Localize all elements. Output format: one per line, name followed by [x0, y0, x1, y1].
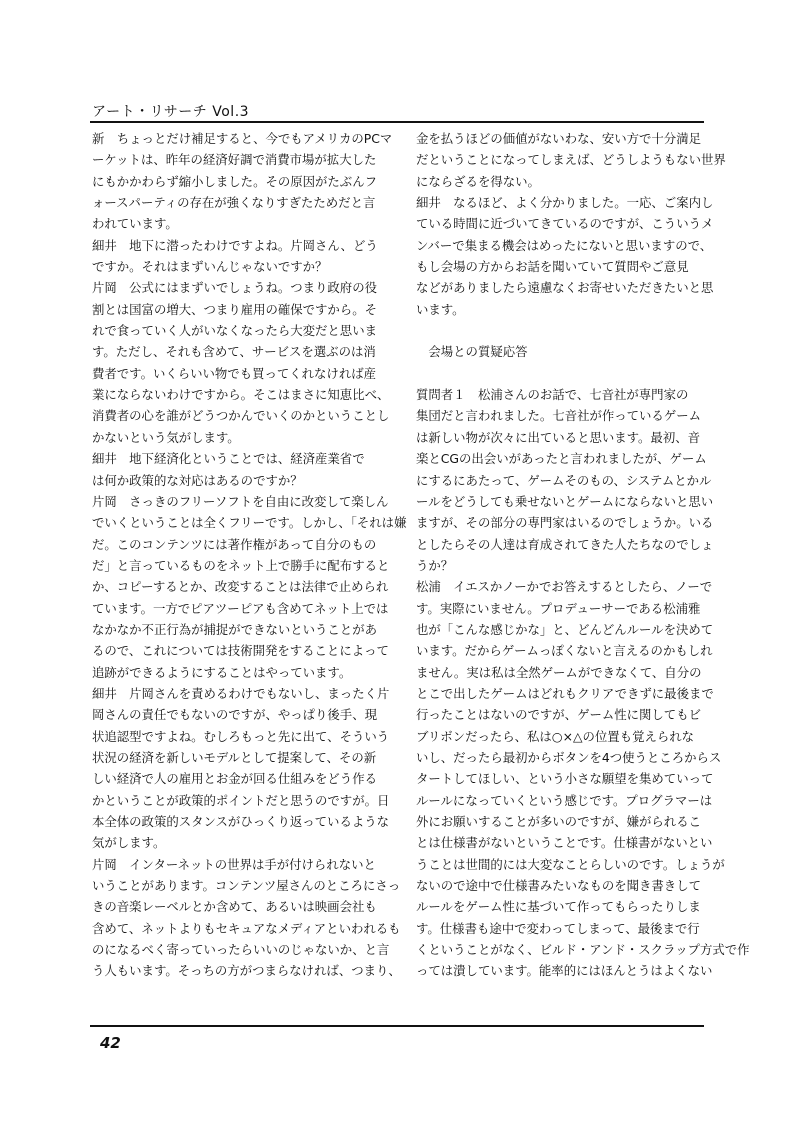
text-line: にもかかわらず縮小しました。その原因がたぶんフ [92, 173, 377, 189]
text-line: かということが政策的ポイントだと思うのですが。日 [92, 792, 390, 808]
text-line: のになるべく寄っていったらいいのじゃないか、と言 [92, 942, 390, 958]
text-line: 質問者１ 松浦さんのお話で、七音社が専門家の [416, 387, 689, 403]
text-line: 細井 地下に潜ったわけですよね。片岡さん、どう [92, 237, 378, 253]
text-line: 追跡ができるようにすることはやっています。 [92, 664, 352, 680]
text-line: 業にならないわけですから。そこはまさに知恵比べ、 [92, 387, 390, 403]
text-line: うか？ [416, 557, 454, 573]
text-line: います。 [416, 301, 465, 317]
text-line: 会場との質疑応答 [416, 344, 528, 360]
text-line: だ。このコンテンツには著作権があって自分のもの [92, 536, 377, 552]
text-line: としたらその人達は育成されてきた人たちなのでしょ [416, 536, 714, 552]
text-line: 費者です。いくらいい物でも買ってくれなければ産 [92, 365, 376, 381]
text-line: 岡さんの責任でもないのですが、やっぱり後手、現 [92, 707, 377, 723]
text-line [416, 363, 706, 384]
text-line: 片岡 インターネットの世界は手が付けられないと [92, 856, 376, 872]
text-line: 片岡 さっきのフリーソフトを自由に改変して楽しん [92, 493, 389, 509]
text-line: は新しい物が次々に出ていると思います。最初、音 [416, 429, 700, 445]
text-line: 細井 片岡さんを責めるわけでもないし、まったく片 [92, 685, 390, 701]
text-line: 割とは国富の増大、つまり雇用の確保ですから。そ [92, 301, 377, 317]
text-line: きの音楽レーベルとか含めて、あるいは映画会社も [92, 899, 377, 915]
text-line: 状追認型ですよね。むしろもっと先に出て、そういう [92, 728, 390, 744]
text-line: う人もいます。そっちの方がつまらなければ、つまり、 [92, 963, 401, 979]
text-line: ないので途中で仕様書みたいなものを聞き書きして [416, 878, 701, 894]
text-line: うことは世間的には大変なことらしいのです。しょうが [416, 856, 725, 872]
text-line: にするにあたって、ゲームそのもの、システムとかル [416, 472, 712, 488]
text-line: 外にお願いすることが多いのですが、嫌がられるこ [416, 814, 701, 829]
text-line: ルールをゲーム性に基づいて作ってもらったりしま [416, 899, 701, 915]
text-line: 金を払うほどの価値がないわな、安い方で十分満足 [416, 131, 701, 146]
text-line [416, 320, 706, 341]
text-line: ません。実は私は全然ゲームができなくて、自分の [416, 664, 702, 680]
page-number: 42 [100, 1034, 121, 1052]
text-line: は何か政策的な対応はあるのですか？ [92, 472, 303, 488]
text-line: 也が「こんな感じかな」と、どんどんルールを決めて [416, 621, 714, 637]
text-line: 楽とCGの出会いがあったと言われましたが、ゲーム [416, 451, 707, 467]
text-line: だ」と言っているものをネット上で勝手に配布すると [92, 557, 390, 573]
text-line: 本全体の政策的スタンスがひっくり返っているような [92, 814, 390, 829]
text-line: かないという気がします。 [92, 429, 240, 445]
text-line: す。実際にいません。プロデューサーである松浦雅 [416, 600, 701, 616]
text-line: す。仕様書も途中で変わってしまって、最後まで行 [416, 920, 700, 936]
text-line: タートしてほしい、という小さな願望を集めていって [416, 771, 714, 787]
text-line: っては潰しています。能率的にはほんとうはよくない [416, 963, 713, 979]
text-line: でいくということは全くフリーです。しかし、「それは嫌 [92, 515, 407, 531]
text-line: ですか。それはまずいんじゃないですか？ [92, 259, 328, 275]
text-line: だということになってしまえば、どうしようもない世界 [416, 152, 726, 168]
text-line: 細井 なるほど、よく分かりました。一応、ご案内し [416, 195, 714, 211]
text-line: す。ただし、それも含めて、サービスを選ぶのは消 [92, 344, 376, 360]
text-line: 集団だと言われました。七音社が作っているゲーム [416, 408, 701, 424]
text-line: もし会場の方からお話を聞いていて質問やご意見 [416, 259, 689, 275]
text-line: 含めて、ネットよりもセキュアなメディアといわれるも [92, 920, 401, 936]
text-line: 細井 地下経済化ということでは、経済産業省で [92, 451, 365, 467]
running-header-title: アート・リサーチ Vol.3 [92, 104, 250, 120]
text-line: われています。 [92, 216, 178, 232]
text-line: 気がします。 [92, 835, 166, 851]
text-line: 状況の経済を新しいモデルとして提案して、その新 [92, 749, 377, 765]
text-line: ォースパーティの存在が強くなりすぎたためだと言 [92, 195, 376, 211]
left-text-column [92, 128, 407, 982]
text-line: 松浦 イエスかノーかでお答えするとしたら、ノーで [416, 579, 713, 595]
right-text-column [416, 128, 750, 982]
text-line: しい経済で人の雇用とお金が回る仕組みをどう作る [92, 771, 377, 787]
text-line: ールをどうしても乗せないとゲームにならないと思い [416, 493, 714, 509]
text-line: ています。一方でピアツーピアも含めてネット上では [92, 600, 389, 616]
text-line: か、コピーするとか、改変することは法律で止められ [92, 579, 389, 595]
text-line: ている時間に近づいてきているのですが、こういうメ [416, 216, 714, 232]
text-line: にならざるを得ない。 [416, 173, 540, 189]
text-line: ますが、その部分の専門家はいるのでしょうか。いる [416, 515, 714, 531]
text-line: るので、これについては技術開発をすることによって [92, 643, 389, 659]
text-line: 新 ちょっとだけ補足すると、今でもアメリカのPCマ [92, 131, 393, 146]
text-line: 消費者の心を誰がどうつかんでいくのかということし [92, 408, 390, 424]
text-line: 片岡 公式にはまずいでしょうね。つまり政府の役 [92, 280, 377, 296]
text-line: などがありましたら遠慮なくお寄せいただきたいと思 [416, 280, 714, 296]
text-line: ブリボンだったら、私は○×△の位置も覚えられな [416, 728, 695, 744]
text-line: ンバーで集まる機会はめったにないと思いますので、 [416, 237, 713, 253]
footer-rule [90, 1025, 704, 1027]
header-rule [90, 121, 704, 123]
text-line: とこで出したゲームはどれもクリアできずに最後まで [416, 685, 714, 701]
text-line: います。だからゲームっぽくないと言えるのかもしれ [416, 643, 713, 659]
text-line: とは仕様書がないということです。仕様書がないとい [416, 835, 713, 851]
text-line: なかなか不正行為が捕捉ができないということがあ [92, 621, 377, 637]
text-line: 行ったことはないのですが、ゲーム性に関してもビ [416, 707, 701, 723]
text-line: いうことがあります。コンテンツ屋さんのところにさっ [92, 878, 401, 894]
text-line: くということがなく、ビルド・アンド・スクラップ方式で作 [416, 942, 750, 958]
text-line: ルールになっていくという感じです。プログラマーは [416, 792, 713, 808]
text-line: いし、だったら最初からボタンを4つ使うところからス [416, 749, 722, 765]
text-line: れで食っていく人がいなくなったら大変だと思いま [92, 323, 377, 339]
text-line: ーケットは、昨年の経済好調で消費市場が拡大した [92, 152, 377, 168]
